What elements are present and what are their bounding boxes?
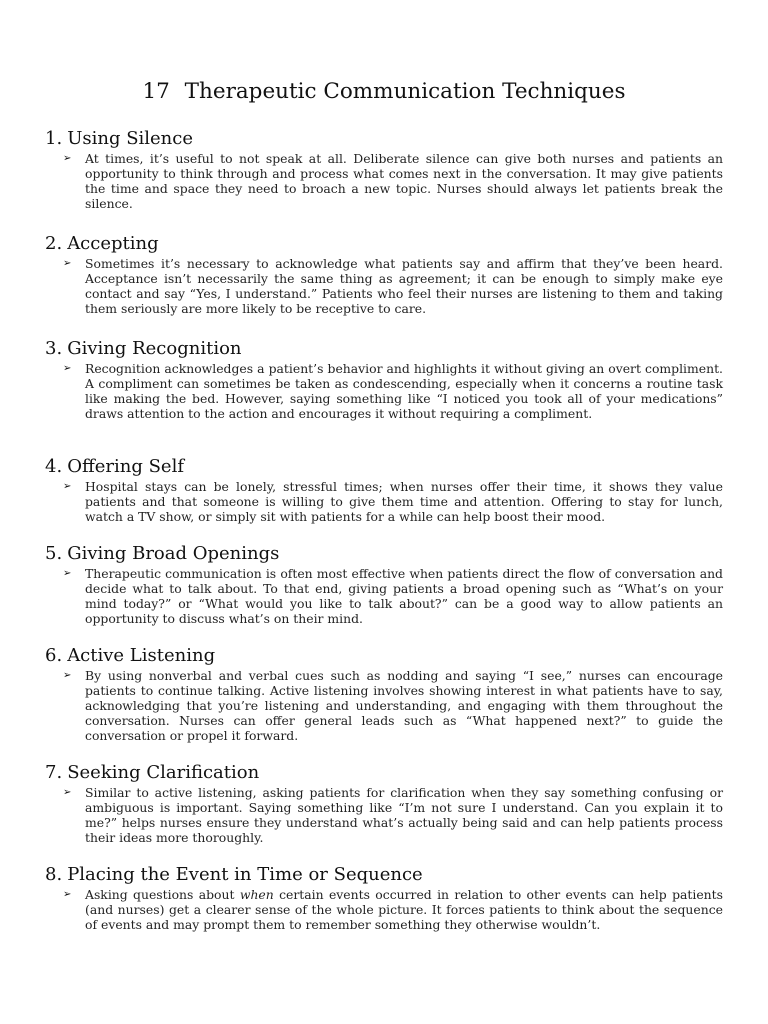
- arrowhead-bullet-icon: ➢: [63, 787, 72, 798]
- bullet-text-before: Asking questions about: [85, 887, 235, 902]
- document-title-text: Therapeutic Communication Techniques: [184, 79, 626, 104]
- section-heading: [45, 864, 725, 886]
- section-giving-broad-openings: [45, 543, 725, 626]
- arrowhead-bullet-icon: ➢: [63, 568, 72, 579]
- section-heading: [45, 645, 725, 667]
- bullet-item: [45, 256, 723, 316]
- bullet-text-emphasis: when: [239, 887, 274, 902]
- section-number: 5.: [45, 543, 63, 564]
- bullet-text-after: certain events occurred in relation to other events can help patients (and nurses) get a clearer sense of the whole picture. It forces patients to think about the sequence of events and may prompt them to remember something they otherwise wouldn’t.: [85, 887, 723, 932]
- bullet-item: [45, 785, 723, 845]
- bullet-item: [45, 887, 723, 932]
- section-number: 3.: [45, 338, 63, 359]
- arrowhead-bullet-icon: ➢: [63, 258, 72, 269]
- section-title: Seeking Clarification: [67, 762, 260, 783]
- section-placing-event-in-time: [45, 864, 725, 932]
- section-title: Accepting: [67, 233, 159, 254]
- bullet-text: By using nonverbal and verbal cues such as nodding and saying “I see,” nurses can encourage patients to continue talking. Active listening involves showing interest in what patients have to say, acknowledging that you’re listening and understanding, and engaging with them throughout the conversation. Nurses can offer general leads such as “What happened next?” to guide the conversation or propel it forward.: [85, 668, 723, 743]
- section-offering-self: [45, 456, 725, 524]
- bullet-item: [45, 668, 723, 743]
- section-giving-recognition: [45, 338, 725, 421]
- section-number: 4.: [45, 456, 63, 477]
- bullet-text: [85, 887, 723, 932]
- section-title: Using Silence: [67, 128, 194, 149]
- bullet-text: At times, it’s useful to not speak at all. Deliberate silence can give both nurses and patients an opportunity to think through and process what comes next in the conversation. It may give patients the time and space they need to broach a new topic. Nurses should always let patients break the silence.: [85, 151, 723, 211]
- bullet-item: [45, 566, 723, 626]
- arrowhead-bullet-icon: ➢: [63, 363, 72, 374]
- section-number: 8.: [45, 864, 63, 885]
- section-title: Active Listening: [67, 645, 216, 666]
- bullet-text: Sometimes it’s necessary to acknowledge what patients say and affirm that they’ve been heard. Acceptance isn’t necessarily the same thing as agreement; it can be enough to simply make eye contact and say “Yes, I understand.” Patients who feel their nurses are listening to them and taking them seriously are more likely to be receptive to care.: [85, 256, 723, 316]
- bullet-item: [45, 151, 723, 211]
- document-title: [0, 78, 768, 106]
- bullet-text: Recognition acknowledges a patient’s behavior and highlights it without giving an overt compliment. A compliment can sometimes be taken as condescending, especially when it concerns a routine task like making the bed. However, saying something like “I noticed you took all of your medications” draws attention to the action and encourages it without requiring a compliment.: [85, 361, 723, 421]
- section-number: 2.: [45, 233, 63, 254]
- bullet-text: Similar to active listening, asking patients for clarification when they say something confusing or ambiguous is important. Saying something like “I’m not sure I understand. Can you explain it to me?” helps nurses ensure they understand what’s actually being said and can help patients process their ideas more thoroughly.: [85, 785, 723, 845]
- arrowhead-bullet-icon: ➢: [63, 670, 72, 681]
- document-title-number: 17: [142, 79, 170, 104]
- section-accepting: [45, 233, 725, 316]
- section-heading: [45, 762, 725, 784]
- section-heading: [45, 233, 725, 255]
- section-heading: [45, 456, 725, 478]
- section-title: Placing the Event in Time or Sequence: [67, 864, 423, 885]
- arrowhead-bullet-icon: ➢: [63, 889, 72, 900]
- section-number: 1.: [45, 128, 63, 149]
- bullet-text: Therapeutic communication is often most effective when patients direct the flow of conversation and decide what to talk about. To that end, giving patients a broad opening such as “What’s on your mind today?” or “What would you like to talk about?” can be a good way to allow patients an opportunity to discuss what’s on their mind.: [85, 566, 723, 626]
- arrowhead-bullet-icon: ➢: [63, 153, 72, 164]
- section-using-silence: [45, 128, 725, 211]
- section-number: 7.: [45, 762, 63, 783]
- bullet-item: [45, 479, 723, 524]
- section-seeking-clarification: [45, 762, 725, 845]
- section-active-listening: [45, 645, 725, 743]
- section-title: Offering Self: [67, 456, 184, 477]
- arrowhead-bullet-icon: ➢: [63, 481, 72, 492]
- section-number: 6.: [45, 645, 63, 666]
- bullet-text: Hospital stays can be lonely, stressful times; when nurses offer their time, it shows they value patients and that someone is willing to give them time and attention. Offering to stay for lunch, watch a TV show, or simply sit with patients for a while can help boost their mood.: [85, 479, 723, 524]
- section-heading: [45, 128, 725, 150]
- section-heading: [45, 543, 725, 565]
- bullet-item: [45, 361, 723, 421]
- section-title: Giving Recognition: [67, 338, 242, 359]
- section-heading: [45, 338, 725, 360]
- section-title: Giving Broad Openings: [67, 543, 280, 564]
